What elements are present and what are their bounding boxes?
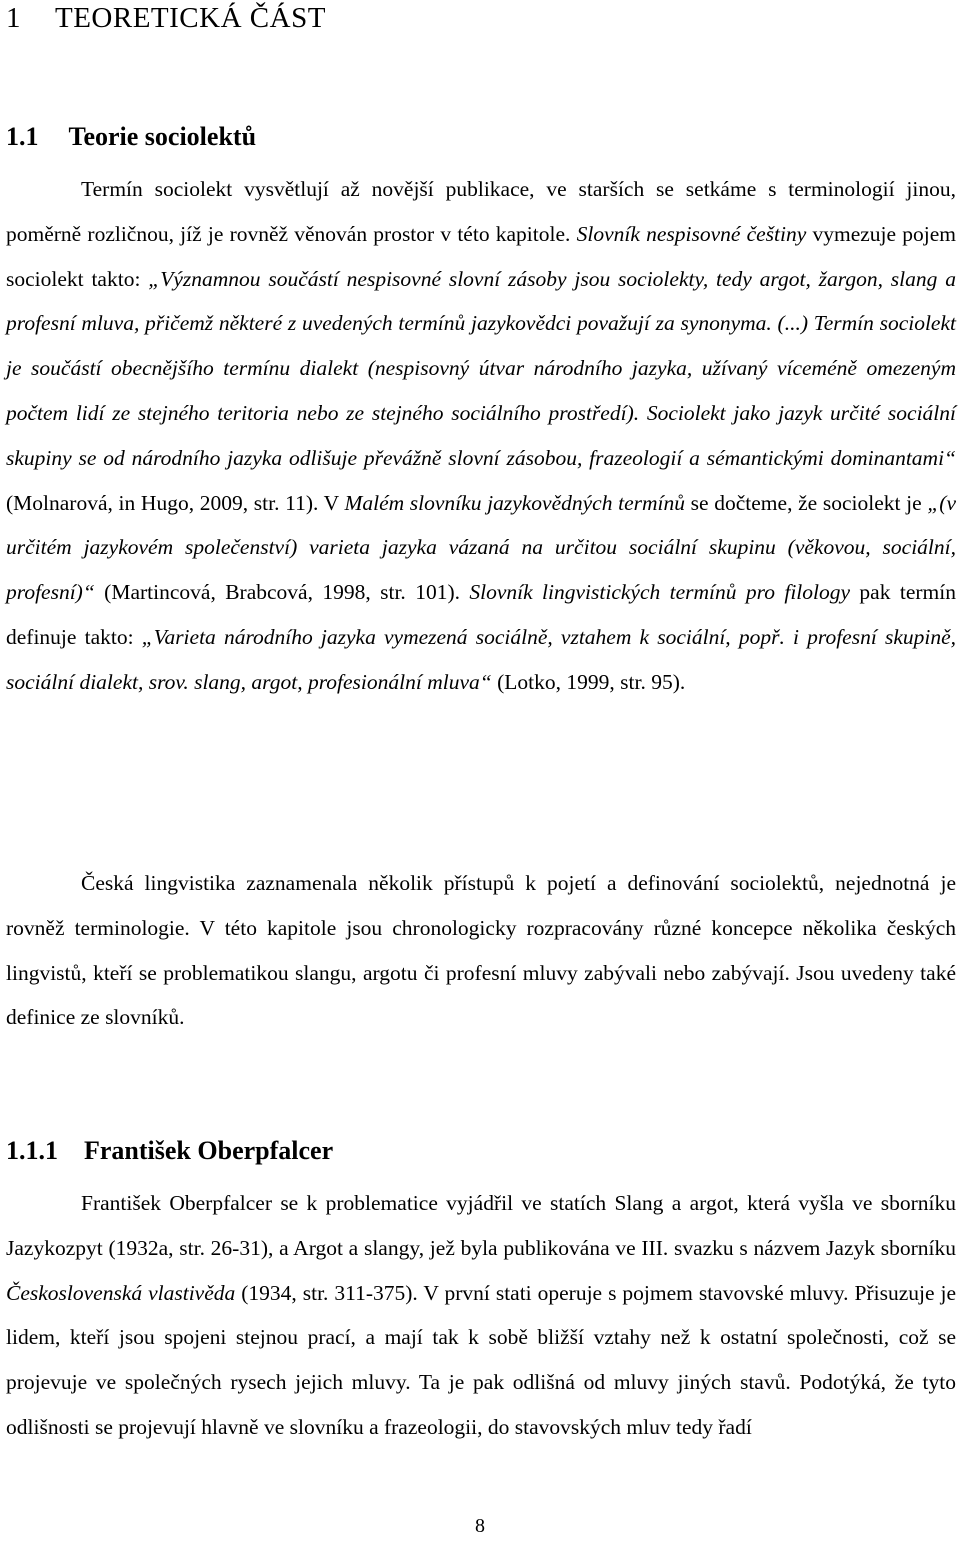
section-title: Teorie sociolektů [68, 122, 257, 151]
paragraph-sociolect-definitions [6, 167, 956, 705]
subsection-title: František Oberpfalcer [84, 1136, 334, 1165]
italic-title: Československá vlastivěda [6, 1280, 236, 1305]
italic-title: Slovník nespisovné češtiny [576, 221, 807, 246]
text-run: pak termín definuje takto: [6, 580, 956, 649]
text-run: se dočteme, že sociolekt je [685, 490, 928, 515]
text-run: František Oberpfalcer se k problematice vyjádřil ve statích Slang a argot, která vyšla ve sborníku Jazykozpyt (1932a, str. 26-31), a Argot a slangy, jež byla publikována ve III. svazku s názvem Jazyk sborníku [6, 1191, 956, 1260]
italic-title: Slovník lingvistických termínů pro filology [469, 580, 851, 605]
text-run: (Lotko, 1999, str. 95). [491, 669, 686, 694]
text-run: vymezuje pojem sociolekt takto: [6, 221, 956, 291]
subsection-number: 1.1.1 [6, 1136, 58, 1165]
text-run: (1934, str. 311-375). V první stati operuje s pojmem stavovské mluvy. Přisuzuje je lidem, kteří jsou spojeni stejnou prací, a mají tak k sobě bližší vztahy než k ostatní společnosti, což se projevuje ve společných rysech jejich mluvy. Ta je pak odlišná od mluvy jiných stavů. Podotýká, že tyto odlišnosti se projevují hlavně ve slovníku a frazeologii, do stavovských mluv tedy řadí [6, 1280, 956, 1439]
italic-quote: „(v určitém jazykovém společenství) varieta jazyka vázaná na určitou sociální skupinu (věkovou, sociální, profesní)“ [6, 490, 956, 605]
paragraph-czech-linguistics: Česká lingvistika zaznamenala několik přístupů k pojetí a definování sociolektů, nejednotná je rovněž terminologie. V této kapitole jsou chronologicky rozpracovány různé koncepce několika českých lingvistů, kteří se problematikou slangu, argotu či profesní mluvy zabývali nebo zabývají. Jsou uvedeny také definice ze slovníků. [6, 871, 956, 1030]
text-run: (Martincová, Brabcová, 1998, str. 101). [94, 580, 470, 605]
text-run: (Molnarová, in Hugo, 2009, str. 11). V [6, 490, 345, 515]
chapter-number: 1 [6, 2, 21, 34]
text-run: Termín sociolekt vysvětlují až novější publikace, ve starších se setkáme s terminologií jinou, poměrně rozličnou, jíž je rovněž věnován prostor v této kapitole. [6, 177, 956, 246]
section-heading [6, 122, 256, 152]
section-number: 1.1 [6, 122, 39, 151]
chapter-title: TEORETICKÁ ČÁST [55, 2, 326, 34]
subsection-heading [6, 1136, 333, 1166]
paragraph-oberpfalcer [6, 1181, 956, 1450]
italic-title: Malém slovníku jazykovědných termínů [344, 490, 686, 515]
page-number: 8 [475, 1515, 485, 1537]
italic-quote: „Varieta národního jazyka vymezená sociálně, vztahem k sociální, popř. i profesní skupině, sociální dialekt, srov. slang, argot, profesionální mluva“ [6, 624, 957, 694]
italic-quote: „Významnou součástí nespisovné slovní zásoby jsou sociolekty, tedy argot, žargon, slang a profesní mluva, přičemž některé z uvedených termínů jazykovědci považují za synonyma. (...) Termín sociolekt je součástí obecnějšího termínu dialekt (nespisovný útvar národního jazyka, užívaný víceméně omezeným počtem lidí ze stejného teritoria nebo ze stejného sociálního prostředí). Sociolekt jako jazyk určité sociální skupiny se od národního jazyka odlišuje převážně slovní zásobou, frazeologií a sémantickými dominantami“ [6, 266, 956, 470]
chapter-heading [6, 2, 326, 35]
